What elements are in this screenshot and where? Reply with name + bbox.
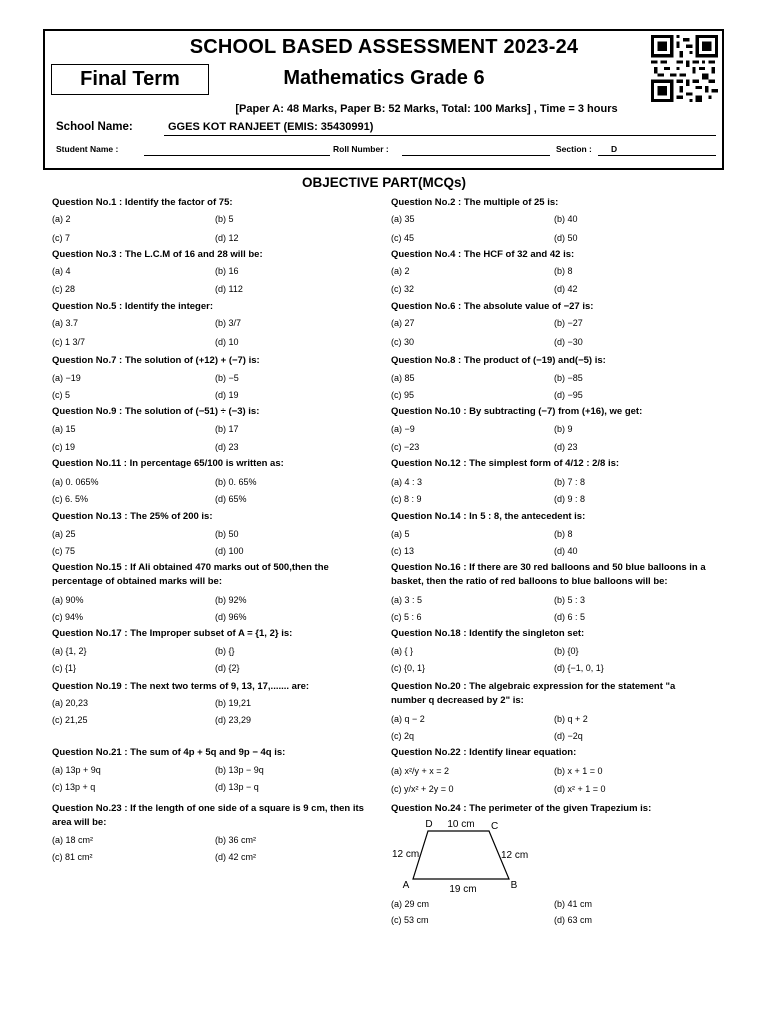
q18-option-c[interactable]: (c) {0, 1} [391,663,426,673]
q14-option-c[interactable]: (c) 13 [391,546,415,556]
q3-option-c[interactable]: (c) 28 [52,284,76,294]
q23-option-b[interactable]: (b) 36 cm² [215,835,257,845]
q2-option-b[interactable]: (b) 40 [554,214,578,224]
question-20: Question No.20 : The algebraic expression for the statement "a number q decreased by 2" is: [391,681,676,706]
vertex-a-label: A [402,880,410,891]
question-6: Question No.6 : The absolute value of −27 is: [391,301,594,312]
qr-code-icon [650,35,719,102]
q9-option-a[interactable]: (a) 15 [52,424,76,434]
q17-option-b[interactable]: (b) {} [215,646,235,656]
q15-option-c[interactable]: (c) 94% [52,612,84,622]
roll-number-field[interactable] [402,155,550,156]
left-side-label: 12 cm [392,849,420,860]
q6-option-c[interactable]: (c) 30 [391,337,415,347]
question-13: Question No.13 : The 25% of 200 is: [52,511,213,522]
q18-option-a[interactable]: (a) { } [391,646,414,656]
q10-option-c[interactable]: (c) −23 [391,442,420,452]
question-4: Question No.4 : The HCF of 32 and 42 is: [391,249,575,260]
school-name: GGES KOT RANJEET (EMIS: 35430991) [168,121,374,133]
q24-option-c[interactable]: (c) 53 cm [391,915,429,925]
q13-option-c[interactable]: (c) 75 [52,546,76,556]
q6-option-a[interactable]: (a) 27 [391,318,415,328]
question-5: Question No.5 : Identify the integer: [52,301,213,312]
vertex-d-label: D [425,819,433,830]
q13-option-b[interactable]: (b) 50 [215,529,239,539]
school-name-line [164,135,716,136]
q14-option-b[interactable]: (b) 8 [554,529,573,539]
vertex-b-label: B [510,880,518,891]
q9-option-c[interactable]: (c) 19 [52,442,76,452]
q7-option-c[interactable]: (c) 5 [52,390,70,400]
student-name-field[interactable] [144,155,330,156]
question-3: Question No.3 : The L.C.M of 16 and 28 will be: [52,249,263,260]
paper-info: [Paper A: 48 Marks, Paper B: 52 Marks, Total: 100 Marks] , Time = 3 hours [235,103,618,115]
q3-option-d[interactable]: (d) 112 [215,284,243,294]
q20-option-a[interactable]: (a) q − 2 [391,714,425,724]
q2-option-a[interactable]: (a) 35 [391,214,415,224]
section-value: D [611,144,618,154]
q15-option-a[interactable]: (a) 90% [52,595,84,605]
question-1: Question No.1 : Identify the factor of 75: [52,197,233,208]
q7-option-d[interactable]: (d) 19 [215,390,239,400]
student-name-label: Student Name : [56,144,119,154]
q13-option-d[interactable]: (d) 100 [215,546,244,556]
q19-option-a[interactable]: (a) 20,23 [52,698,89,708]
q24-option-d[interactable]: (d) 63 cm [554,915,593,925]
q5-option-d[interactable]: (d) 10 [215,337,239,347]
q19-option-b[interactable]: (b) 19,21 [215,698,252,708]
q9-option-b[interactable]: (b) 17 [215,424,239,434]
q20-option-c[interactable]: (c) 2q [391,731,415,741]
q3-option-a[interactable]: (a) 4 [52,266,71,276]
q14-option-a[interactable]: (a) 5 [391,529,410,539]
q6-option-b[interactable]: (b) −27 [554,318,583,328]
trapezium-figure [385,815,535,897]
q5-option-b[interactable]: (b) 3/7 [215,318,242,328]
q2-option-d[interactable]: (d) 50 [554,233,578,243]
question-16: Question No.16 : If there are 30 red balloons and 50 blue balloons in a basket, then the ratio of red balloons to blue balloons will be: [391,562,706,587]
roll-number-label: Roll Number : [333,144,389,154]
q3-option-b[interactable]: (b) 16 [215,266,239,276]
right-side-label: 12 cm [501,850,529,861]
q2-option-c[interactable]: (c) 45 [391,233,415,243]
q16-option-b[interactable]: (b) 5 : 3 [554,595,586,605]
question-9: Question No.9 : The solution of (−51) ÷ (−3) is: [52,406,260,417]
q16-option-c[interactable]: (c) 5 : 6 [391,612,422,622]
q23-option-a[interactable]: (a) 18 cm² [52,835,94,845]
q22-option-d[interactable]: (d) x² + 1 = 0 [554,784,606,794]
question-21: Question No.21 : The sum of 4p + 5q and 9p − 4q is: [52,747,286,758]
q12-option-b[interactable]: (b) 7 : 8 [554,477,586,487]
q8-option-a[interactable]: (a) 85 [391,373,415,383]
q7-option-b[interactable]: (b) −5 [215,373,239,383]
q23-option-c[interactable]: (c) 81 cm² [52,852,93,862]
q22-option-a[interactable]: (a) x²/y + x = 2 [391,766,450,776]
question-14: Question No.14 : In 5 : 8, the antecedent is: [391,511,586,522]
q19-option-d[interactable]: (d) 23,29 [215,715,252,725]
q20-option-b[interactable]: (b) q + 2 [554,714,588,724]
q21-option-a[interactable]: (a) 13p + 9q [52,765,101,775]
trapezium-shape [413,831,509,879]
q11-option-b[interactable]: (b) 0. 65% [215,477,257,487]
q8-option-d[interactable]: (d) −95 [554,390,583,400]
question-22: Question No.22 : Identify linear equation: [391,747,577,758]
q12-option-d[interactable]: (d) 9 : 8 [554,494,586,504]
question-11: Question No.11 : In percentage 65/100 is written as: [52,458,284,469]
question-2: Question No.2 : The multiple of 25 is: [391,197,559,208]
bottom-side-label: 19 cm [449,884,477,895]
section-title: OBJECTIVE PART(MCQs) [301,175,466,190]
q6-option-d[interactable]: (d) −30 [554,337,583,347]
q5-option-a[interactable]: (a) 3.7 [52,318,79,328]
q11-option-c[interactable]: (c) 6. 5% [52,494,89,504]
q4-option-b[interactable]: (b) 8 [554,266,573,276]
question-12: Question No.12 : The simplest form of 4/12 : 2/8 is: [391,458,620,469]
q10-option-d[interactable]: (d) 23 [554,442,578,452]
top-side-label: 10 cm [447,819,475,830]
q5-option-c[interactable]: (c) 1 3/7 [52,337,86,347]
q1-option-a[interactable]: (a) 2 [52,214,71,224]
question-17: Question No.17 : The Improper subset of A = {1, 2} is: [52,628,293,639]
q16-option-d[interactable]: (d) 6 : 5 [554,612,586,622]
question-24: Question No.24 : The perimeter of the given Trapezium is: [391,803,652,814]
q4-option-c[interactable]: (c) 32 [391,284,415,294]
term-box: Final Term [51,64,209,95]
question-7: Question No.7 : The solution of (+12) + (−7) is: [52,355,260,366]
q4-option-d[interactable]: (d) 42 [554,284,578,294]
q16-option-a[interactable]: (a) 3 : 5 [391,595,423,605]
q24-option-a[interactable]: (a) 29 cm [391,899,430,909]
q20-option-d[interactable]: (d) −2q [554,731,583,741]
q13-option-a[interactable]: (a) 25 [52,529,76,539]
section-label: Section : [556,144,592,154]
q19-option-c[interactable]: (c) 21,25 [52,715,88,725]
q1-option-d[interactable]: (d) 12 [215,233,239,243]
q24-option-b[interactable]: (b) 41 cm [554,899,593,909]
q21-option-b[interactable]: (b) 13p − 9q [215,765,264,775]
q8-option-b[interactable]: (b) −85 [554,373,583,383]
subject-title: Mathematics Grade 6 [283,67,485,89]
q17-option-a[interactable]: (a) {1, 2} [52,646,87,656]
q14-option-d[interactable]: (d) 40 [554,546,578,556]
q10-option-b[interactable]: (b) 9 [554,424,573,434]
q21-option-d[interactable]: (d) 13p − q [215,782,259,792]
question-23: Question No.23 : If the length of one side of a square is 9 cm, then its area will be: [52,803,364,828]
q9-option-d[interactable]: (d) 23 [215,442,239,452]
school-label: School Name: [56,121,133,133]
question-15: Question No.15 : If Ali obtained 470 marks out of 500,then the percentage of obtained marks will be: [52,562,329,587]
q10-option-a[interactable]: (a) −9 [391,424,415,434]
q17-option-d[interactable]: (d) {2} [215,663,240,673]
main-title: SCHOOL BASED ASSESSMENT 2023-24 [189,36,579,58]
q22-option-c[interactable]: (c) y/x² + 2y = 0 [391,784,454,794]
q18-option-d[interactable]: (d) {−1, 0, 1} [554,663,604,673]
q1-option-c[interactable]: (c) 7 [52,233,70,243]
question-19: Question No.19 : The next two terms of 9, 13, 17,....... are: [52,681,310,692]
q12-option-a[interactable]: (a) 4 : 3 [391,477,423,487]
question-8: Question No.8 : The product of (−19) and(−5) is: [391,355,606,366]
section-field[interactable] [598,155,716,156]
q22-option-b[interactable]: (b) x + 1 = 0 [554,766,603,776]
q18-option-b[interactable]: (b) {0} [554,646,579,656]
q11-option-a[interactable]: (a) 0. 065% [52,477,99,487]
q7-option-a[interactable]: (a) −19 [52,373,81,383]
q12-option-c[interactable]: (c) 8 : 9 [391,494,422,504]
q21-option-c[interactable]: (c) 13p + q [52,782,96,792]
q4-option-a[interactable]: (a) 2 [391,266,410,276]
q15-option-b[interactable]: (b) 92% [215,595,247,605]
q23-option-d[interactable]: (d) 42 cm² [215,852,257,862]
q11-option-d[interactable]: (d) 65% [215,494,247,504]
vertex-c-label: C [491,821,499,832]
q15-option-d[interactable]: (d) 96% [215,612,247,622]
q17-option-c[interactable]: (c) {1} [52,663,77,673]
question-10: Question No.10 : By subtracting (−7) from (+16), we get: [391,406,643,417]
q8-option-c[interactable]: (c) 95 [391,390,415,400]
q1-option-b[interactable]: (b) 5 [215,214,234,224]
question-18: Question No.18 : Identify the singleton set: [391,628,585,639]
